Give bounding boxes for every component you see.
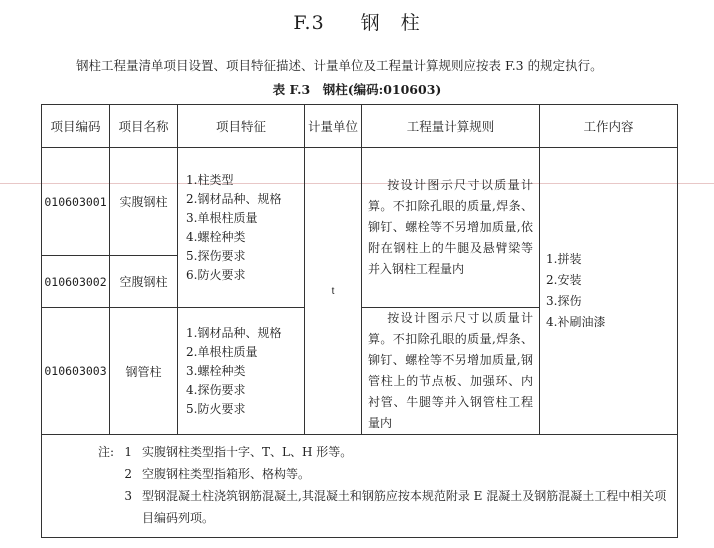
- note-item: [76, 463, 667, 485]
- note-number: 2: [124, 467, 132, 481]
- item-code: 010603003: [42, 308, 110, 435]
- feature-item: 2.钢材品种、规格: [186, 191, 282, 206]
- table-row: [42, 148, 678, 256]
- feature-item: 1.钢材品种、规格: [186, 325, 282, 340]
- note-text: 空腹钢柱类型指箱形、格构等。: [142, 467, 311, 481]
- header-rule: 工程量计算规则: [362, 105, 540, 148]
- item-name: 空腹钢柱: [110, 256, 178, 308]
- work-cell: [540, 148, 678, 435]
- header-features: 项目特征: [178, 105, 305, 148]
- note-number: 1: [124, 445, 132, 459]
- table-header-row: [42, 105, 678, 148]
- feature-item: 6.防火要求: [186, 267, 246, 282]
- header-name: 项目名称: [110, 105, 178, 148]
- note-text: 型钢混凝土柱浇筑钢筋混凝土,其混凝土和钢筋应按本规范附录 E 混凝土及钢筋混凝土工程中相关项目编码列项。: [142, 489, 667, 525]
- intro-paragraph: 钢柱工程量清单项目设置、项目特征描述、计量单位及工程量计算规则应按表 F.3 的规定执行。: [76, 58, 603, 73]
- rule-text: 按设计图示尺寸以质量计算。不扣除孔眼的质量,焊条、铆钉、螺栓等不另增加质量,钢管柱上的节点板、加强环、内衬管、牛腿等并入钢管柱工程量内: [368, 311, 533, 430]
- feature-item: 3.单根柱质量: [186, 210, 258, 225]
- work-item: 1.拼装: [546, 252, 582, 266]
- rule-text: 按设计图示尺寸以质量计算。不扣除孔眼的质量,焊条、铆钉、螺栓等不另增加质量,依附在钢柱上的牛腿及悬臂梁等并入钢柱工程量内: [368, 178, 533, 276]
- item-features: [178, 308, 305, 435]
- feature-item: 5.防火要求: [186, 401, 246, 416]
- rule-cell: [362, 148, 540, 308]
- feature-item: 5.探伤要求: [186, 248, 246, 263]
- header-code: 项目编码: [42, 105, 110, 148]
- note-item: [76, 441, 667, 463]
- feature-item: 3.螺栓种类: [186, 363, 246, 378]
- rule-cell: [362, 308, 540, 435]
- feature-item: 2.单根柱质量: [186, 344, 258, 359]
- header-unit: 计量单位: [305, 105, 362, 148]
- header-work: 工作内容: [540, 105, 678, 148]
- note-number: 3: [124, 489, 132, 503]
- section-title: [0, 8, 714, 35]
- feature-item: 1.柱类型: [186, 172, 234, 187]
- note-text: 实腹钢柱类型指十字、T、L、H 形等。: [142, 445, 353, 459]
- item-code: 010603001: [42, 148, 110, 256]
- work-item: 4.补刷油漆: [546, 315, 606, 329]
- feature-item: 4.探伤要求: [186, 382, 246, 397]
- feature-item: 4.螺栓种类: [186, 229, 246, 244]
- notes-cell: [42, 435, 678, 538]
- unit-cell: t: [305, 148, 362, 435]
- item-features: [178, 148, 305, 308]
- work-item: 2.安装: [546, 273, 582, 287]
- notes-label: 注:: [97, 445, 114, 459]
- table-caption: 表 F.3 钢柱(编码:010603): [272, 82, 442, 97]
- section-number: F.3: [293, 12, 325, 34]
- item-name: 钢管柱: [110, 308, 178, 435]
- steel-column-table: [41, 104, 678, 538]
- item-name: 实腹钢柱: [110, 148, 178, 256]
- note-item: [76, 485, 667, 529]
- section-name: 钢 柱: [360, 12, 421, 34]
- work-item: 3.探伤: [546, 294, 582, 308]
- item-code: 010603002: [42, 256, 110, 308]
- notes-row: [42, 435, 678, 538]
